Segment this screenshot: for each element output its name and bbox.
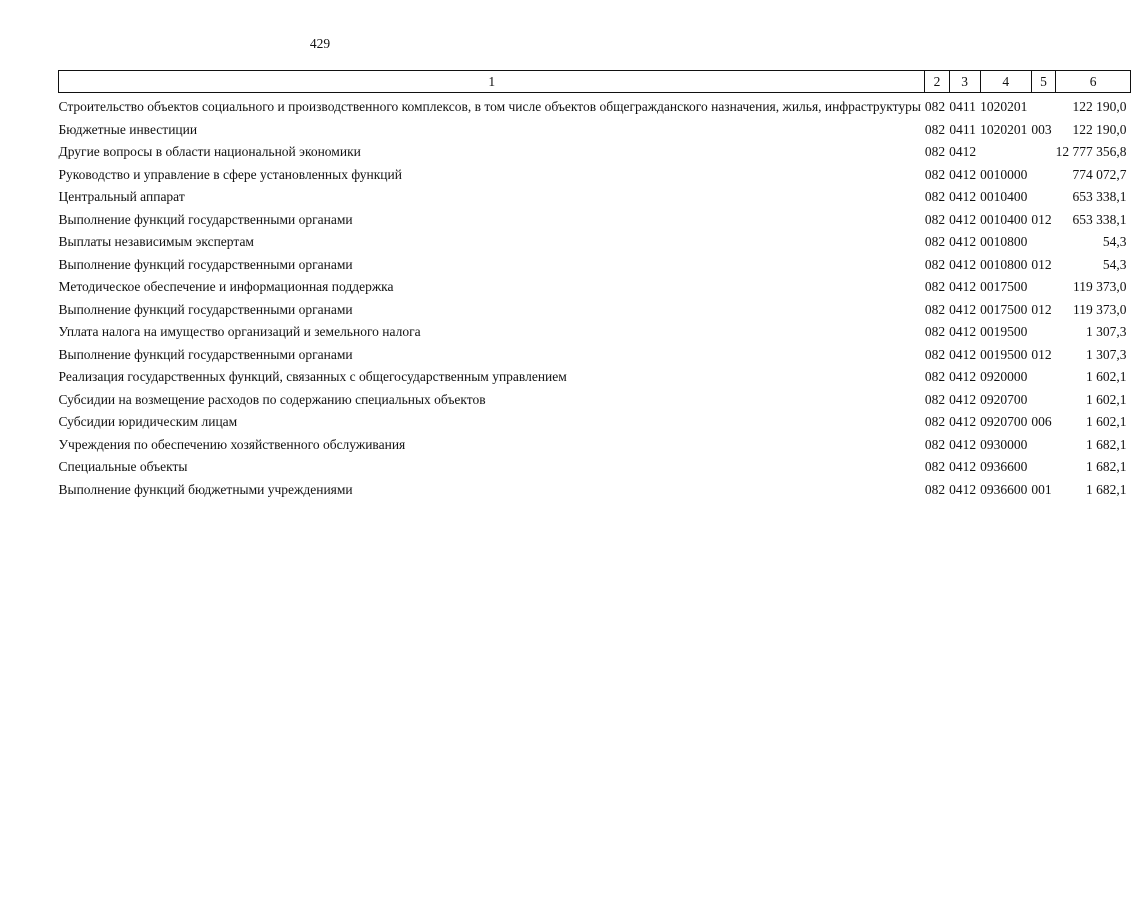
cell-name: Другие вопросы в области национальной экономики xyxy=(58,144,361,159)
cell-section: 0411 xyxy=(949,121,976,137)
cell-section: 0412 xyxy=(949,459,977,474)
cell-amount: 122 190,0 xyxy=(1072,121,1127,137)
table-row xyxy=(59,182,1131,205)
table-row xyxy=(59,317,1131,340)
cell-name: Выполнение функций государственными органами xyxy=(58,301,353,317)
cell-section: 0412 xyxy=(949,346,977,362)
cell-section: 0412 xyxy=(949,414,977,429)
header-col-6: 6 xyxy=(1056,71,1131,93)
cell-name: Специальные объекты xyxy=(58,459,188,474)
cell-amount: 119 373,0 xyxy=(1073,301,1127,317)
cell-ved: 082 xyxy=(924,234,946,249)
cell-ved: 082 xyxy=(924,369,946,384)
header-col-4: 4 xyxy=(980,71,1031,93)
cell-expense-type xyxy=(1031,430,1055,453)
cell-expense-type xyxy=(1031,93,1055,115)
cell-section: 0412 xyxy=(949,436,977,452)
cell-section: 0411 xyxy=(949,99,976,114)
cell-expense-type xyxy=(1031,182,1055,205)
cell-ved: 082 xyxy=(924,346,946,362)
cell-expense-type: 012 xyxy=(1031,256,1052,272)
cell-section: 0412 xyxy=(949,234,977,249)
cell-ved: 082 xyxy=(924,189,946,204)
cell-name: Выполнение функций государственными органами xyxy=(58,256,353,272)
header-col-5: 5 xyxy=(1031,71,1055,93)
cell-target-article: 0010800 xyxy=(980,256,1028,272)
header-col-2: 2 xyxy=(925,71,949,93)
cell-amount: 1 682,1 xyxy=(1086,481,1127,497)
cell-amount: 1 602,1 xyxy=(1086,369,1127,384)
cell-name: Выплаты независимым экспертам xyxy=(58,234,254,249)
cell-target-article: 0920700 xyxy=(980,414,1028,429)
table-row xyxy=(59,340,1131,363)
table-row xyxy=(59,93,1131,115)
cell-section: 0412 xyxy=(949,301,977,317)
table-row xyxy=(59,205,1131,228)
cell-target-article: 0017500 xyxy=(980,301,1028,317)
cell-expense-type: 012 xyxy=(1031,301,1052,317)
cell-ved: 082 xyxy=(924,324,946,339)
table-row xyxy=(59,250,1131,273)
cell-section: 0412 xyxy=(949,279,977,294)
cell-expense-type: 012 xyxy=(1031,346,1052,362)
cell-name: Субсидии юридическим лицам xyxy=(58,414,238,429)
cell-target-article: 1020201 xyxy=(980,121,1028,137)
table-row xyxy=(59,475,1131,498)
cell-section: 0412 xyxy=(949,166,977,182)
table-row xyxy=(59,272,1131,295)
cell-expense-type xyxy=(1031,317,1055,340)
table-row xyxy=(59,227,1131,250)
cell-amount: 54,3 xyxy=(1102,256,1127,272)
cell-amount: 653 338,1 xyxy=(1072,189,1127,204)
cell-amount: 1 682,1 xyxy=(1086,459,1127,474)
cell-name: Уплата налога на имущество организаций и земельного налога xyxy=(58,324,421,339)
cell-name: Субсидии на возмещение расходов по содержанию специальных объектов xyxy=(58,391,486,407)
cell-ved: 082 xyxy=(924,211,946,227)
cell-amount: 12 777 356,8 xyxy=(1055,144,1127,159)
cell-amount: 122 190,0 xyxy=(1072,99,1127,114)
cell-name: Центральный аппарат xyxy=(58,189,185,204)
cell-expense-type: 001 xyxy=(1031,481,1052,497)
cell-ved: 082 xyxy=(924,121,946,137)
cell-expense-type xyxy=(1031,362,1055,385)
table-row xyxy=(59,452,1131,475)
cell-ved: 082 xyxy=(924,414,946,429)
cell-amount: 1 602,1 xyxy=(1086,414,1127,429)
cell-name: Выполнение функций бюджетными учреждениями xyxy=(58,481,353,497)
cell-expense-type: 003 xyxy=(1031,121,1052,137)
cell-amount: 1 602,1 xyxy=(1086,391,1127,407)
cell-target-article: 0010400 xyxy=(980,211,1028,227)
table-row xyxy=(59,115,1131,138)
cell-ved: 082 xyxy=(924,391,946,407)
cell-section: 0412 xyxy=(949,211,977,227)
cell-ved: 082 xyxy=(924,166,946,182)
cell-amount: 774 072,7 xyxy=(1072,166,1127,182)
cell-target-article: 0920700 xyxy=(980,391,1028,407)
cell-section: 0412 xyxy=(949,369,977,384)
cell-amount: 653 338,1 xyxy=(1072,211,1127,227)
table-row xyxy=(59,430,1131,453)
cell-target-article: 0936600 xyxy=(980,481,1028,497)
cell-expense-type xyxy=(1031,272,1055,295)
table-row xyxy=(59,160,1131,183)
cell-section: 0412 xyxy=(949,481,977,497)
cell-name: Выполнение функций государственными органами xyxy=(58,346,353,362)
cell-ved: 082 xyxy=(924,436,946,452)
header-col-3: 3 xyxy=(949,71,980,93)
cell-section: 0412 xyxy=(949,189,977,204)
cell-name: Строительство объектов социального и производственного комплексов, в том числе объектов общегражданского назначения, жилья, инфраструктуры xyxy=(58,99,921,114)
cell-section: 0412 xyxy=(949,256,977,272)
cell-expense-type xyxy=(1031,227,1055,250)
cell-section: 0412 xyxy=(949,324,977,339)
cell-ved: 082 xyxy=(924,459,946,474)
cell-amount: 54,3 xyxy=(1102,234,1127,249)
cell-amount: 119 373,0 xyxy=(1073,279,1127,294)
cell-amount: 1 682,1 xyxy=(1086,436,1127,452)
cell-section: 0412 xyxy=(949,144,977,159)
header-row xyxy=(59,71,1131,93)
cell-target-article: 0010800 xyxy=(980,234,1028,249)
cell-ved: 082 xyxy=(924,256,946,272)
cell-amount: 1 307,3 xyxy=(1086,346,1127,362)
cell-target-article: 0019500 xyxy=(980,324,1028,339)
cell-expense-type xyxy=(1031,452,1055,475)
table-body xyxy=(59,93,1131,498)
cell-target-article: 0010000 xyxy=(980,166,1028,182)
cell-section: 0412 xyxy=(949,391,977,407)
cell-target-article: 0920000 xyxy=(980,369,1028,384)
cell-ved: 082 xyxy=(924,144,946,159)
table-row xyxy=(59,385,1131,408)
cell-amount: 1 307,3 xyxy=(1086,324,1127,339)
table-row xyxy=(59,362,1131,385)
cell-target-article: 0010400 xyxy=(980,189,1028,204)
cell-expense-type xyxy=(1031,160,1055,183)
cell-expense-type xyxy=(1031,137,1055,160)
cell-expense-type: 006 xyxy=(1031,414,1052,429)
cell-name: Реализация государственных функций, связанных с общегосударственным управлением xyxy=(58,369,567,384)
cell-name: Руководство и управление в сфере установленных функций xyxy=(58,166,402,182)
cell-target-article xyxy=(980,137,1031,160)
cell-target-article: 0019500 xyxy=(980,346,1028,362)
table-row xyxy=(59,137,1131,160)
budget-table xyxy=(58,70,1131,497)
cell-ved: 082 xyxy=(924,301,946,317)
table-row xyxy=(59,295,1131,318)
cell-ved: 082 xyxy=(924,279,946,294)
table-row xyxy=(59,407,1131,430)
cell-ved: 082 xyxy=(924,481,946,497)
cell-name: Методическое обеспечение и информационная поддержка xyxy=(58,279,394,294)
cell-name: Учреждения по обеспечению хозяйственного обслуживания xyxy=(58,436,406,452)
cell-target-article: 0930000 xyxy=(980,436,1028,452)
cell-target-article: 0936600 xyxy=(980,459,1028,474)
header-col-1: 1 xyxy=(59,71,925,93)
cell-ved: 082 xyxy=(924,99,946,114)
page-number: 429 xyxy=(309,36,331,51)
cell-target-article: 1020201 xyxy=(980,99,1028,114)
cell-name: Бюджетные инвестиции xyxy=(58,121,198,137)
cell-target-article: 0017500 xyxy=(980,279,1028,294)
cell-expense-type: 012 xyxy=(1031,211,1052,227)
cell-name: Выполнение функций государственными органами xyxy=(58,211,353,227)
cell-expense-type xyxy=(1031,385,1055,408)
